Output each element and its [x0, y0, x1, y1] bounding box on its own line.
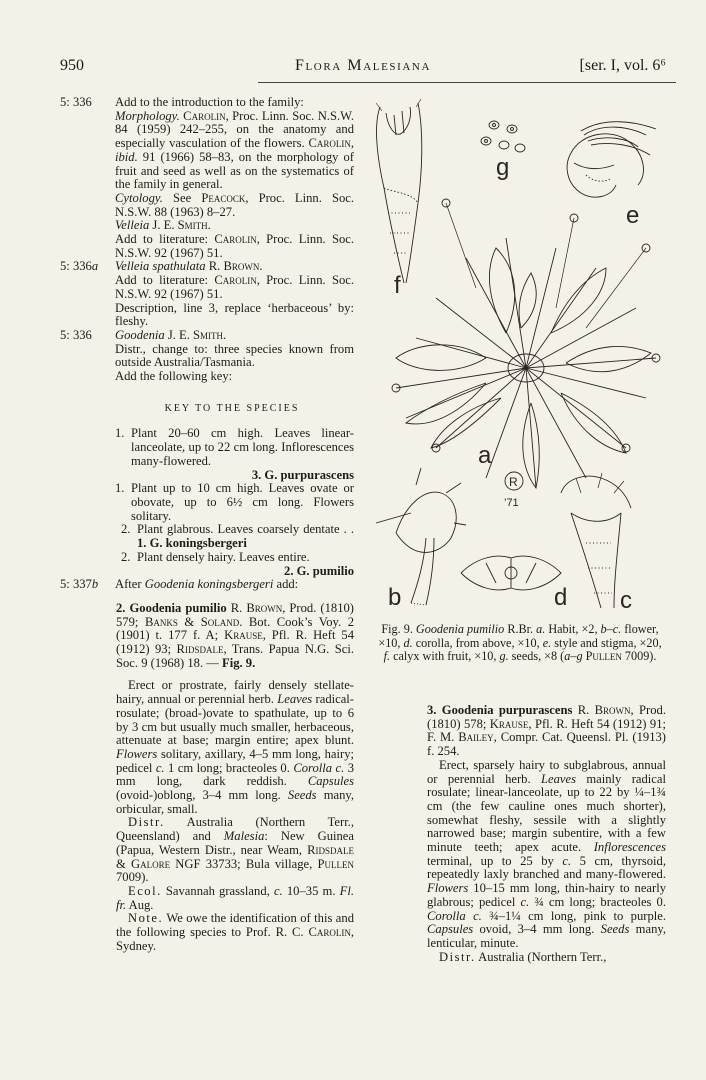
- botanical-illustration: [366, 93, 666, 613]
- key-lead-1: 1. Plant 20–60 cm high. Leaves linear-lanceolate, up to 22 cm long. Inflorescences many-flowered.: [115, 426, 354, 468]
- figure-label: c: [620, 587, 632, 613]
- addendum-entry-goodenia: [60, 329, 354, 384]
- distribution-para: Distr. Australia (Northern Terr., Queensland) and Malesia: New Guinea (Papua, Western Distr., near Weam, Ridsdale & Galore NGF 33733; Bula village, Pullen 7009).: [116, 815, 354, 885]
- page-ref: 5: 336a: [60, 259, 99, 274]
- identification-key: [115, 427, 354, 578]
- figure-label: d: [554, 584, 568, 611]
- key-lead-1b: 1. Plant up to 10 cm high. Leaves ovate or obovate, up to 6½ cm long. Flowers solitary.: [115, 481, 354, 523]
- artist-year: ’71: [504, 497, 519, 509]
- species-line: Velleia spathulata R. Brown.: [115, 259, 263, 274]
- corolla-d-drawing: [461, 556, 561, 590]
- page-ref: 5: 336: [60, 327, 92, 342]
- literature-line: Add to literature: Carolin, Proc. Linn. Soc. N.S.W. 92 (1967) 51.: [115, 232, 354, 260]
- after-line: After Goodenia koningsbergeri add:: [115, 577, 299, 592]
- calyx-fruit-drawing: [376, 99, 422, 283]
- key-result: 2. G. pumilio: [284, 563, 354, 578]
- figure-label: b: [388, 584, 402, 611]
- description-change: Description, line 3, replace ‘herbaceous’ by: fleshy.: [115, 300, 354, 329]
- series-volume: [ser. I, vol. 6⁶: [579, 57, 666, 74]
- morphology-para: Morphology. Carolin, Proc. Linn. Soc. N.S.W. 84 (1959) 242–255, on the anatomy and especially vasculation of the flowers. Carolin, ibid. 91 (1966) 58–83, on the morphology of fruit and seed as well as on the systematics of the family in general.: [115, 108, 354, 192]
- running-header: [60, 59, 666, 79]
- addendum-entry-family: [60, 96, 354, 260]
- key-result: 1. G. koningsbergeri: [137, 536, 247, 551]
- rosette-habit-drawing: [392, 199, 660, 488]
- page-number: 950: [60, 57, 84, 74]
- key-result: 3. G. purpurascens: [251, 467, 354, 482]
- species-article-pumilio: [116, 602, 354, 954]
- ecology-para: Ecol. Savannah grassland, c. 10–35 m. Fl. fr. Aug.: [116, 883, 355, 912]
- distribution-para: Distr. Australia (Northern Terr.,: [439, 949, 607, 964]
- style-stigma-drawing: [567, 122, 656, 197]
- species-citation: 2. Goodenia pumilio R. Brown, Prod. (1810) 579; Banks & Soland. Bot. Cook’s Voy. 2 (1901) t. 177 f. A; Krause, Pfl. R. Heft 54 (1912) 93; Ridsdale, Trans. Papua N.G. Sci. Soc. 9 (1968) 18. — Fig. 9.: [116, 600, 354, 670]
- seeds-drawing: [481, 121, 525, 152]
- addendum-line: Add to the introduction to the family:: [115, 95, 304, 109]
- species-description: Erect, sparsely hairy to subglabrous, annual or perennial herb. Leaves mainly radical rosulate; linear-lanceolate, up to 22 by ¼–1¾ cm (the few cauline ones much shorter), somewhat fleshy, sessile with a slightly narrowed base; margin subentire, with a few minute teeth; apex acute. Inflorescences terminal, up to 25 by c. 5 cm, thyrsoid, repeatedly laxly branched and many-flowered. Flowers 10–15 mm long, thin-hairy to nearly glabrous; pedicel c. ¾ cm long; bracteoles 0. Corolla c. ¾–1¼ cm long, pink to purple. Capsules ovoid, 3–4 mm long. Seeds many, lenticular, minute.: [427, 757, 667, 950]
- literature-line: Add to literature: Carolin, Proc. Linn. Soc. N.S.W. 92 (1967) 51.: [115, 273, 354, 301]
- page-ref: 5: 336: [60, 95, 92, 109]
- figure-label: f: [394, 272, 401, 299]
- figure-label: g: [496, 154, 510, 181]
- right-column: [427, 704, 666, 964]
- figure-label: e: [626, 202, 640, 229]
- cytology-para: Cytology. See Peacock, Proc. Linn. Soc. N.S.W. 88 (1963) 8–27.: [115, 190, 354, 219]
- distribution-change: Distr., change to: three species known from outside Australia/Tasmania.: [115, 341, 354, 370]
- header-rule: [258, 82, 676, 83]
- species-citation: 3. Goodenia purpurascens R. Brown, Prod. (1810) 578; Krause, Pfl. R. Heft 54 (1912) 91; F. M. Bailey, Compr. Cat. Queensl. Pl. (1913) f. 254.: [427, 703, 666, 759]
- velleia-genus-line: Velleia J. E. Smith.: [115, 218, 211, 233]
- left-column: [60, 96, 354, 953]
- add-key-line: Add the following key:: [115, 369, 233, 384]
- key-lead-2: 2. Plant glabrous. Leaves coarsely dentate . . 1. G. koningsbergeri: [121, 522, 354, 551]
- figure-caption: Fig. 9. Goodenia pumilio R.Br. a. Habit, ×2, b–c. flower, ×10, d. corolla, from above, ×10, e. style and stigma, ×20, f. calyx with fruit, ×10, g. seeds, ×8 (a–g Pullen 7009).: [378, 622, 662, 663]
- species-description: Erect or prostrate, fairly densely stellate-hairy, annual or perennial herb. Leaves radical-rosulate; (broad-)ovate to spathulate, up to 6 by 3 cm but usually much smaller, herbaceous, attenuate at base; margin entire; apex blunt. Flowers solitary, axillary, 4–5 mm long, hairy; pedicel c. 1 cm long; bracteoles 0. Corolla c. 3 mm long, dark reddish. Capsules (ovoid-)oblong, 3–4 mm long. Seeds many, orbicular, small.: [116, 678, 355, 816]
- page-ref: 5: 337b: [60, 577, 99, 592]
- addendum-entry-velleia: [60, 260, 354, 329]
- key-heading: KEY TO THE SPECIES: [164, 402, 300, 414]
- genus-line: Goodenia J. E. Smith.: [115, 327, 227, 342]
- figure-label: a: [478, 442, 492, 469]
- artist-monogram: R: [509, 475, 518, 489]
- journal-title: Flora Malesiana: [294, 57, 432, 74]
- note-para: Note. We owe the identification of this and the following species to Prof. R. C. Carolin, Sydney.: [116, 911, 354, 953]
- key-lead-2b: 2. Plant densely hairy. Leaves entire.: [121, 549, 310, 564]
- addendum-entry-koningsbergeri: [60, 578, 354, 592]
